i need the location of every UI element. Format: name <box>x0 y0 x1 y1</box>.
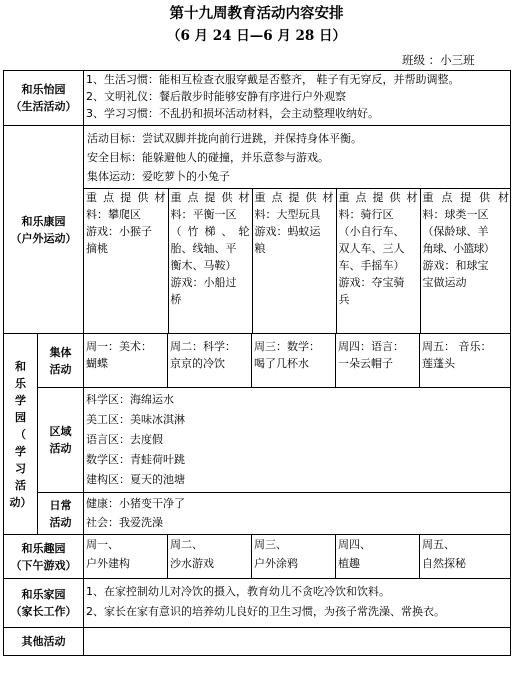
daily-row <box>4 493 511 535</box>
learning-head-char: 习 <box>15 461 26 475</box>
daily-item: 社会：我爱洗澡 <box>86 516 163 529</box>
area-item: 语言区：去度假 <box>86 433 163 446</box>
zone-line: 料：球类一区 <box>422 208 489 221</box>
zone-line: 游戏：小猴子 <box>86 225 152 238</box>
outdoor-head-title: 和乐康园 <box>21 214 66 228</box>
zone-line: 重点提供材 <box>170 191 250 204</box>
outdoor-zones <box>84 188 511 333</box>
learning-head-char: （ <box>15 427 26 441</box>
family-item: 1、在家控制幼儿对冷饮的摄入，教育幼儿不贪吃冷饮和饮料。 <box>86 585 390 598</box>
afternoon-row <box>4 535 511 579</box>
area-item: 数学区：青蛙荷叶跳 <box>86 453 185 466</box>
zone-line: 衡木、马鞍） <box>170 259 237 272</box>
afternoon-head <box>4 535 84 579</box>
life-item: 1、生活习惯：能相互检查衣服穿戴是否整齐， 鞋子有无穿反，并帮助调整。 <box>86 73 460 86</box>
zone-line: 摘桃 <box>86 242 108 255</box>
zone-line: （竹梯、轮 <box>170 225 250 238</box>
learning-head-char: 活 <box>15 478 26 492</box>
outdoor-head <box>4 126 84 334</box>
zone-climb <box>84 189 168 333</box>
group-day-line: 蝴蝶 <box>86 357 108 370</box>
group-day-line: 周四：语言： <box>338 340 404 353</box>
afternoon-day-line: 周一、 <box>86 538 119 551</box>
group-day-line: 京京的冷饮 <box>170 357 225 370</box>
family-head <box>4 579 84 628</box>
zone-line: 料：大型玩具 <box>254 208 321 221</box>
zone-line: 料：攀爬区 <box>86 208 141 221</box>
zone-line: 重点提供材 <box>338 191 418 204</box>
area-item: 美工区：美味冰淇淋 <box>86 413 185 426</box>
area-item: 科学区：海绵运水 <box>86 393 174 406</box>
family-head-subtitle: （家长工作） <box>10 605 77 618</box>
other-head: 其他活动 <box>4 628 84 656</box>
afternoon-day-line: 周三、 <box>254 538 287 551</box>
group-day-line: 周一：美术： <box>86 340 152 353</box>
afternoon-day-line: 周四、 <box>338 538 371 551</box>
daily-head <box>38 493 84 535</box>
group-head-line: 集体 <box>49 345 72 359</box>
learning-head <box>4 334 38 535</box>
zone-line: 胎、线轴、平 <box>170 242 237 255</box>
group-day-line: 莲蓬头 <box>422 357 455 370</box>
area-head-line: 区域 <box>49 425 72 438</box>
afternoon-day <box>420 535 511 579</box>
outdoor-content <box>84 126 511 334</box>
zone-line: 重点提供材 <box>86 191 166 204</box>
afternoon-day-line: 植趣 <box>338 557 360 570</box>
zone-line: 双人车、三人 <box>338 242 405 255</box>
learning-head-char: 学 <box>15 393 26 407</box>
afternoon-head-subtitle: （下午游戏） <box>10 558 77 572</box>
outdoor-goal: 安全目标：能躲避他人的碰撞，并乐意参与游戏。 <box>87 151 329 164</box>
afternoon-day <box>336 535 420 579</box>
outdoor-head-subtitle: （户外运动） <box>10 231 77 245</box>
afternoon-day-line: 自然探秘 <box>422 557 466 570</box>
zone-line: 角球、小篮球） <box>422 242 494 255</box>
group-day-line: 喝了几杯水 <box>254 357 309 370</box>
learning-head-char: 学 <box>15 444 26 458</box>
zone-line: 游戏：小船过 <box>170 276 237 289</box>
afternoon-day <box>168 535 252 579</box>
other-row <box>4 628 511 656</box>
group-day <box>252 334 336 388</box>
afternoon-day-line: 周五、 <box>422 538 455 551</box>
zone-line: 料：骑行区 <box>338 208 394 221</box>
zone-line: 粮 <box>254 242 266 255</box>
class-label: 班级 ：小三班 <box>402 53 475 67</box>
group-day-line: 周二：科学： <box>170 340 236 353</box>
daily-item: 健康：小猪变干净了 <box>86 497 185 510</box>
zone-line: 重点提供材 <box>254 191 334 204</box>
zone-line: （保龄球、羊 <box>422 225 489 238</box>
zone-line: 游戏：和球宝 <box>422 259 489 272</box>
group-day-line: 周三：数学： <box>254 340 320 353</box>
afternoon-day <box>84 535 168 579</box>
zone-line: 重点提供材 <box>422 191 509 204</box>
group-day <box>84 334 168 388</box>
outdoor-row <box>4 126 511 334</box>
area-item: 建构区：夏天的池塘 <box>86 473 185 486</box>
zone-line: 宝做运动 <box>422 276 467 289</box>
area-head <box>38 388 84 493</box>
zone-line: （小自行车、 <box>338 225 405 238</box>
zone-ball <box>420 189 511 333</box>
life-item: 3、学习习惯：不乱扔和损坏活动材料，会主动整理收纳好。 <box>86 107 379 120</box>
afternoon-day-line: 户外建构 <box>86 557 130 570</box>
date-range: （6 月 24 日—6 月 28 日） <box>166 28 347 44</box>
page-title: 第十九周教育活动内容安排 <box>169 5 344 22</box>
learning-head-char: 园 <box>15 410 26 424</box>
afternoon-head-title: 和乐趣园 <box>21 541 66 555</box>
group-head-line: 活动 <box>49 362 72 376</box>
group-day <box>336 334 420 388</box>
afternoon-day-line: 沙水游戏 <box>170 557 214 570</box>
zone-line: 车、手摇车） <box>338 259 405 272</box>
daily-content <box>84 493 511 535</box>
learning-head-char: 和 <box>15 359 26 373</box>
family-item: 2、家长在家有意识的培养幼儿良好的卫生习惯，为孩子常洗澡、常换衣。 <box>86 605 445 618</box>
area-content <box>84 388 511 493</box>
zone-riding <box>336 189 420 333</box>
other-content <box>84 628 511 656</box>
zone-line: 游戏：蚂蚁运 <box>254 225 321 238</box>
life-item: 2、文明礼仪：餐后散步时能够安静有序进行户外观察 <box>86 90 346 103</box>
zone-line: 料：平衡一区 <box>170 208 237 221</box>
zone-balance <box>168 189 252 333</box>
learning-head-char: 乐 <box>15 376 26 390</box>
zone-line: 兵 <box>338 293 350 306</box>
group-head <box>38 334 84 388</box>
afternoon-day-line: 户外涂鸦 <box>254 557 298 570</box>
life-content <box>84 71 511 126</box>
life-head <box>4 71 84 126</box>
afternoon-day-line: 周二、 <box>170 538 203 551</box>
outdoor-goal: 集体运动：爱吃萝卜的小兔子 <box>87 170 230 183</box>
group-row <box>4 334 511 388</box>
zone-line: 桥 <box>170 293 182 306</box>
schedule-table <box>3 70 511 656</box>
group-day-line: 一朵云帽子 <box>338 357 393 370</box>
group-day-line: 周五： 音乐： <box>422 340 492 353</box>
area-row <box>4 388 511 493</box>
life-head-subtitle: （生活活动） <box>10 100 77 113</box>
life-head-title: 和乐怡园 <box>21 83 66 96</box>
life-row <box>4 71 511 126</box>
family-row <box>4 579 511 628</box>
zone-line: 游戏：夺宝骑 <box>338 276 405 289</box>
group-day <box>168 334 252 388</box>
daily-head-line: 活动 <box>49 515 72 529</box>
daily-head-line: 日常 <box>49 498 72 512</box>
area-head-line: 活动 <box>49 442 72 455</box>
family-content <box>84 579 511 628</box>
outdoor-goal: 活动目标：尝试双脚并拢向前行进跳，并保持身体平衡。 <box>87 132 362 145</box>
learning-head-char: 动） <box>9 495 32 509</box>
group-day <box>420 334 511 388</box>
zone-big-toys <box>252 189 336 333</box>
family-head-title: 和乐家园 <box>21 588 66 601</box>
afternoon-day <box>252 535 336 579</box>
